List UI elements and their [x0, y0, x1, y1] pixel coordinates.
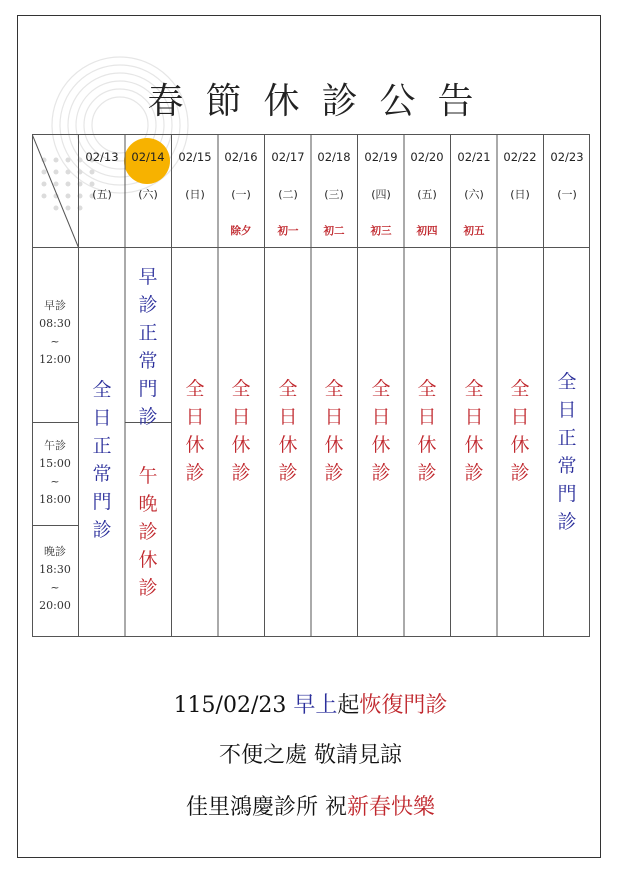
weekday-label: (四) [371, 188, 391, 201]
date-label: 02/18 [317, 150, 351, 164]
greeting-line [0, 790, 621, 821]
slot-name: 午診 [44, 439, 66, 452]
date-label: 02/15 [178, 150, 212, 164]
date-label: 02/14 [131, 150, 165, 164]
slot-end: 12:00 [39, 353, 71, 366]
weekday-label: (一) [231, 188, 251, 201]
holiday-label: 初一 [277, 225, 299, 237]
slot-afternoon [32, 437, 78, 509]
date-label: 02/17 [271, 150, 305, 164]
resume-morning: 早上 [293, 693, 338, 718]
slot-evening [32, 543, 78, 615]
slot-sep: ~ [50, 475, 60, 488]
holiday-label: 除夕 [230, 225, 252, 237]
weekday-label: (六) [464, 188, 484, 201]
cell-closed-full: 全 日 休 診 [417, 378, 437, 484]
slot-morning [32, 297, 78, 369]
date-label: 02/19 [364, 150, 398, 164]
date-label: 02/21 [457, 150, 491, 164]
holiday-label: 初四 [416, 225, 438, 237]
cell-closed-full: 全 日 休 診 [464, 378, 484, 484]
cell-closed-full: 全 日 休 診 [510, 378, 530, 484]
apology-line: 不便之處 敬請見諒 [219, 743, 402, 768]
holiday-label: 初三 [370, 225, 392, 237]
date-label: 02/20 [410, 150, 444, 164]
weekday-label: (日) [185, 188, 205, 201]
resume-text: 恢復門診 [359, 693, 448, 718]
weekday-label: (六) [138, 188, 158, 201]
slot-start: 15:00 [39, 457, 71, 470]
cell-closed-full: 全 日 休 診 [324, 378, 344, 484]
weekday-label: (二) [278, 188, 298, 201]
weekday-label: (三) [324, 188, 344, 201]
cell-normal-full: 全 日 正 常 門 診 [557, 371, 577, 533]
cell-afternoon-closed: 午 晚 診 休 診 [138, 465, 158, 599]
page-title: 春節休診公告 [147, 81, 496, 122]
weekday-label: (一) [557, 188, 577, 201]
slot-end: 20:00 [39, 599, 71, 612]
cell-normal-full: 全 日 正 常 門 診 [92, 379, 112, 541]
holiday-label: 初二 [323, 225, 345, 237]
resume-notice [0, 688, 621, 719]
date-label: 02/23 [550, 150, 584, 164]
cell-closed-full: 全 日 休 診 [231, 378, 251, 484]
resume-date: 115/02/23 [173, 693, 287, 718]
cell-closed-full: 全 日 休 診 [185, 378, 205, 484]
slot-start: 08:30 [39, 317, 71, 330]
weekday-label: (五) [417, 188, 437, 201]
holiday-label: 初五 [463, 225, 485, 237]
date-label: 02/22 [503, 150, 537, 164]
slot-sep: ~ [50, 335, 60, 348]
greeting-text: 新春快樂 [346, 795, 435, 820]
slot-name: 晚診 [44, 545, 66, 558]
resume-from: 起 [337, 693, 360, 718]
slot-sep: ~ [50, 581, 60, 594]
slot-name: 早診 [44, 299, 66, 312]
cell-closed-full: 全 日 休 診 [371, 378, 391, 484]
weekday-label: (五) [92, 188, 112, 201]
slot-end: 18:00 [39, 493, 71, 506]
date-label: 02/13 [85, 150, 119, 164]
clinic-name: 佳里鴻慶診所 祝 [185, 795, 347, 820]
slot-start: 18:30 [39, 563, 71, 576]
cell-morning-normal: 早 診 正 常 門 診 [138, 266, 158, 428]
cell-closed-full: 全 日 休 診 [278, 378, 298, 484]
date-label: 02/16 [224, 150, 258, 164]
weekday-label: (日) [510, 188, 530, 201]
